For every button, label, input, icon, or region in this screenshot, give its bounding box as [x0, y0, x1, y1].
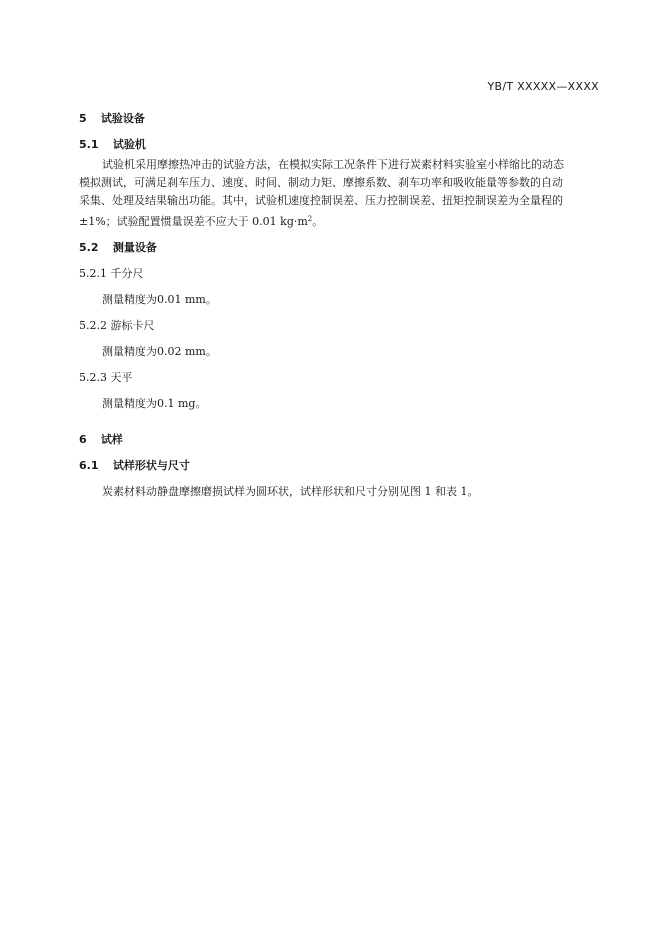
section-title: 试样形状与尺寸 [112, 459, 190, 472]
section-number: 6 [79, 433, 87, 446]
item-5-2-2-label: 5.2.2 游标卡尺 [79, 319, 155, 332]
paragraph-end: 。 [312, 215, 324, 228]
paragraph-text: ±1%；试验配置惯量误差不应大于 0.01 kg·m [79, 215, 308, 228]
paragraph-line: 采集、处理及结果输出功能。其中，试验机速度控制误差、压力控制误差、扭矩控制误差为全量程的 [79, 194, 563, 207]
section-5-1-paragraph [79, 156, 599, 231]
item-5-2-1-text: 测量精度为0.01 mm。 [102, 293, 217, 306]
paragraph-line: 试验机采用摩擦热冲击的试验方法，在模拟实际工况条件下进行炭素材料实验室小样缩比的动态 [102, 158, 564, 171]
item-5-2-2-text: 测量精度为0.02 mm。 [102, 345, 217, 358]
section-number: 5.1 [79, 138, 99, 151]
section-title: 试样 [100, 433, 123, 446]
section-6-heading [79, 431, 123, 447]
section-5-heading [79, 110, 145, 126]
item-5-2-3-label: 5.2.3 天平 [79, 371, 133, 384]
section-5-2-heading [79, 239, 157, 255]
section-number: 5.2 [79, 241, 99, 254]
superscript: 2 [307, 215, 313, 223]
section-number: 5 [79, 112, 87, 125]
section-6-1-heading [79, 457, 190, 473]
section-title: 测量设备 [112, 241, 157, 254]
item-5-2-1-label: 5.2.1 千分尺 [79, 267, 144, 280]
section-6-1-paragraph: 炭素材料动静盘摩擦磨损试样为圆环状，试样形状和尺寸分别见图 1 和表 1。 [102, 485, 479, 498]
section-title: 试验机 [112, 138, 146, 151]
section-title: 试验设备 [100, 112, 145, 125]
section-5-1-heading [79, 136, 146, 152]
paragraph-line [79, 210, 599, 231]
section-number: 6.1 [79, 459, 99, 472]
paragraph-line: 模拟测试，可满足刹车压力、速度、时间、制动力矩、摩擦系数、刹车功率和吸收能量等参数的自动 [79, 176, 563, 189]
item-5-2-3-text: 测量精度为0.1 mg。 [102, 397, 207, 410]
document-id: YB/T XXXXX—XXXX [487, 80, 599, 93]
